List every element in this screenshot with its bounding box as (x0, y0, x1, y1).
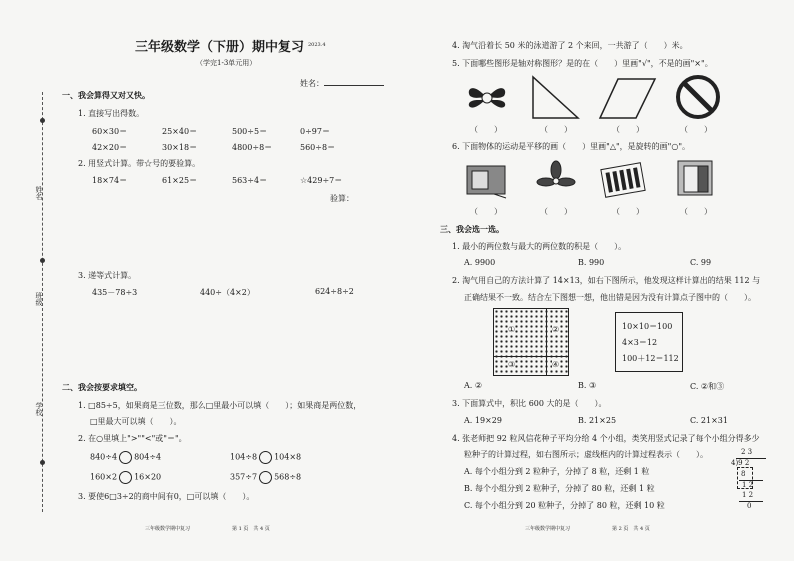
section-3-heading: 三、我会选一选。 (440, 224, 504, 234)
compare-item: 104÷8 104×8 (230, 451, 301, 464)
c1-option-a[interactable]: A. 9900 (464, 258, 496, 267)
title-date: 2023.4 (308, 42, 326, 48)
q1-item: 560÷8＝ (300, 143, 336, 152)
scope-note: （学完1-3单元用） (196, 59, 257, 67)
c1-line: 1. 最小的两位数与最大的两位数的积是（ ）。 (452, 242, 627, 251)
q3-item: 624÷8÷2 (315, 287, 354, 296)
dot-grid-figure (493, 308, 569, 376)
division-step: 1 2 (742, 491, 754, 499)
q1-item: 25×40＝ (162, 127, 198, 136)
grid-label: ③ (508, 360, 516, 369)
q2-item: 18×74＝ (92, 176, 128, 185)
answer-paren[interactable]: （ ） (612, 125, 644, 134)
margin-label-name: 姓名 (35, 186, 43, 200)
q1-item: 30×18＝ (162, 143, 198, 152)
pinwheel-figure (462, 76, 512, 120)
division-quotient: 2 3 (741, 448, 753, 456)
binding-hole (40, 118, 45, 123)
compare-item: 160×2 16×20 (90, 471, 161, 484)
division-dividend: 4)9 2 (731, 459, 750, 467)
q1-item: 500÷5＝ (232, 127, 268, 136)
compare-item: 840÷4 804÷4 (90, 451, 161, 464)
q2-check-label: 验算： (330, 194, 354, 203)
fan-figure (536, 160, 576, 200)
window-slide-figure (464, 160, 510, 200)
answer-paren[interactable]: （ ） (470, 207, 502, 216)
c4-option-b[interactable]: B. 每个小组分到 2 粒种子，分掉了 80 粒，还剩 1 粒 (464, 484, 655, 493)
r4-line: 4. 淘气沿着长 50 米的泳道游了 2 个来回，一共游了（ ）米。 (452, 41, 688, 50)
name-label: 姓名： (300, 79, 324, 88)
q1-item: 0÷97＝ (300, 127, 330, 136)
binding-hole (40, 258, 45, 263)
p2-heading: 2. 在○里填上">""<"或"＝"。 (78, 434, 187, 443)
calc-line: 10×10＝100 (622, 322, 673, 331)
q1-heading: 1. 直接写出得数。 (78, 109, 145, 118)
c3-option-a[interactable]: A. 19×29 (464, 416, 502, 425)
division-step: 8 (741, 470, 746, 478)
c3-option-c[interactable]: C. 21×31 (690, 416, 728, 425)
q1-item: 60×30＝ (92, 127, 128, 136)
right-triangle-figure (530, 74, 580, 122)
c4-option-c[interactable]: C. 每个小组分到 20 粒种子，分掉了 80 粒，还剩 10 粒 (464, 501, 665, 510)
margin-label-school: 学校 (35, 402, 43, 416)
answer-paren[interactable]: （ ） (680, 207, 712, 216)
answer-paren[interactable]: （ ） (470, 125, 502, 134)
q3-item: 440÷（4×2） (200, 288, 255, 297)
q2-heading: 2. 用竖式计算。带☆号的要验算。 (78, 159, 201, 168)
c1-option-c[interactable]: C. 99 (690, 258, 712, 267)
left-footer-title: 三年级数学期中复习 (145, 526, 191, 532)
name-blank[interactable] (324, 76, 384, 86)
name-field (300, 76, 384, 89)
answer-paren[interactable]: （ ） (540, 207, 572, 216)
r6-line: 6. 下面物体的运动是平移的画（ ）里画"△"，是旋转的画"○"。 (452, 142, 691, 151)
left-footer-page: 第 1 页 共 4 页 (232, 526, 270, 532)
parallelogram-figure (598, 76, 658, 120)
right-footer-page: 第 2 页 共 4 页 (612, 526, 650, 532)
calc-line: 4×3＝12 (622, 338, 658, 347)
c1-option-b[interactable]: B. 990 (578, 258, 605, 267)
grid-label: ④ (552, 360, 560, 369)
compare-circle[interactable] (259, 451, 272, 464)
binding-hole (40, 460, 45, 465)
page-title: 三年级数学（下册）期中复习 (135, 40, 305, 55)
c2-line2: 正确结果不一致。结合左下图想一想，他出错是因为没有计算点子图中的（ ）。 (464, 293, 756, 302)
q2-item: 563÷4＝ (232, 176, 268, 185)
c2-option-a[interactable]: A. ② (464, 381, 483, 390)
door-figure (672, 158, 718, 200)
q1-item: 42×20＝ (92, 143, 128, 152)
grid-label: ② (552, 325, 560, 334)
p1-line1: 1. □85÷5，如果商是三位数，那么□里最小可以填（ ）；如果商是两位数， (78, 401, 362, 410)
calc-box (615, 312, 683, 372)
p1-line2: □里最大可以填（ ）。 (90, 417, 182, 426)
long-division-figure (727, 448, 775, 512)
grid-label: ① (508, 325, 516, 334)
margin-label-class: 班级 (35, 292, 43, 306)
p3-line: 3. 要使6□3÷2的商中间有0，□可以填（ ）。 (78, 492, 255, 501)
answer-paren[interactable]: （ ） (612, 207, 644, 216)
c2-option-c[interactable]: C. ②和③ (690, 382, 725, 391)
no-entry-sign-figure (675, 74, 721, 120)
c4-line1: 4. 张老师把 92 粒风信花种子平均分给 4 个小组，类笑用竖式记录了每个小组分得多少 (452, 434, 760, 443)
calc-line: 100＋12＝112 (622, 354, 679, 363)
c2-line1: 2. 淘气用自己的方法计算了 14×13，如右下图所示，他发现这样计算出的结果 112 与 (452, 276, 761, 285)
q3-heading: 3. 递等式计算。 (78, 271, 137, 280)
answer-paren[interactable]: （ ） (680, 125, 712, 134)
section-1-heading: 一、我会算得又对又快。 (62, 90, 150, 100)
r5-line: 5. 下面哪些图形是轴对称图形？是的在（ ）里画"√"，不是的画"×"。 (452, 59, 713, 68)
division-step: 1 2 (742, 481, 754, 489)
compare-circle[interactable] (259, 471, 272, 484)
q3-item: 435－78÷3 (92, 288, 138, 297)
compare-circle[interactable] (119, 471, 132, 484)
section-2-heading: 二、我会按要求填空。 (62, 382, 142, 392)
c2-option-b[interactable]: B. ③ (578, 381, 597, 390)
q2-item: ☆429÷7＝ (300, 176, 343, 185)
division-remainder: 0 (747, 502, 752, 510)
compare-circle[interactable] (119, 451, 132, 464)
right-footer-title: 三年级数学期中复习 (525, 526, 571, 532)
c3-line: 3. 下面算式中，积比 600 大的是（ ）。 (452, 399, 607, 408)
c4-line2: 粒种子的计算过程，如右图所示；虚线框内的计算过程表示（ ）。 (464, 450, 708, 459)
c3-option-b[interactable]: B. 21×25 (578, 416, 617, 425)
q2-item: 61×25＝ (162, 176, 198, 185)
q1-item: 4800÷8＝ (232, 143, 273, 152)
abacus-figure (600, 160, 646, 200)
compare-item: 357÷7 568÷8 (230, 471, 301, 484)
answer-paren[interactable]: （ ） (540, 125, 572, 134)
c4-option-a[interactable]: A. 每个小组分到 2 粒种子，分掉了 8 粒，还剩 1 粒 (464, 467, 650, 476)
